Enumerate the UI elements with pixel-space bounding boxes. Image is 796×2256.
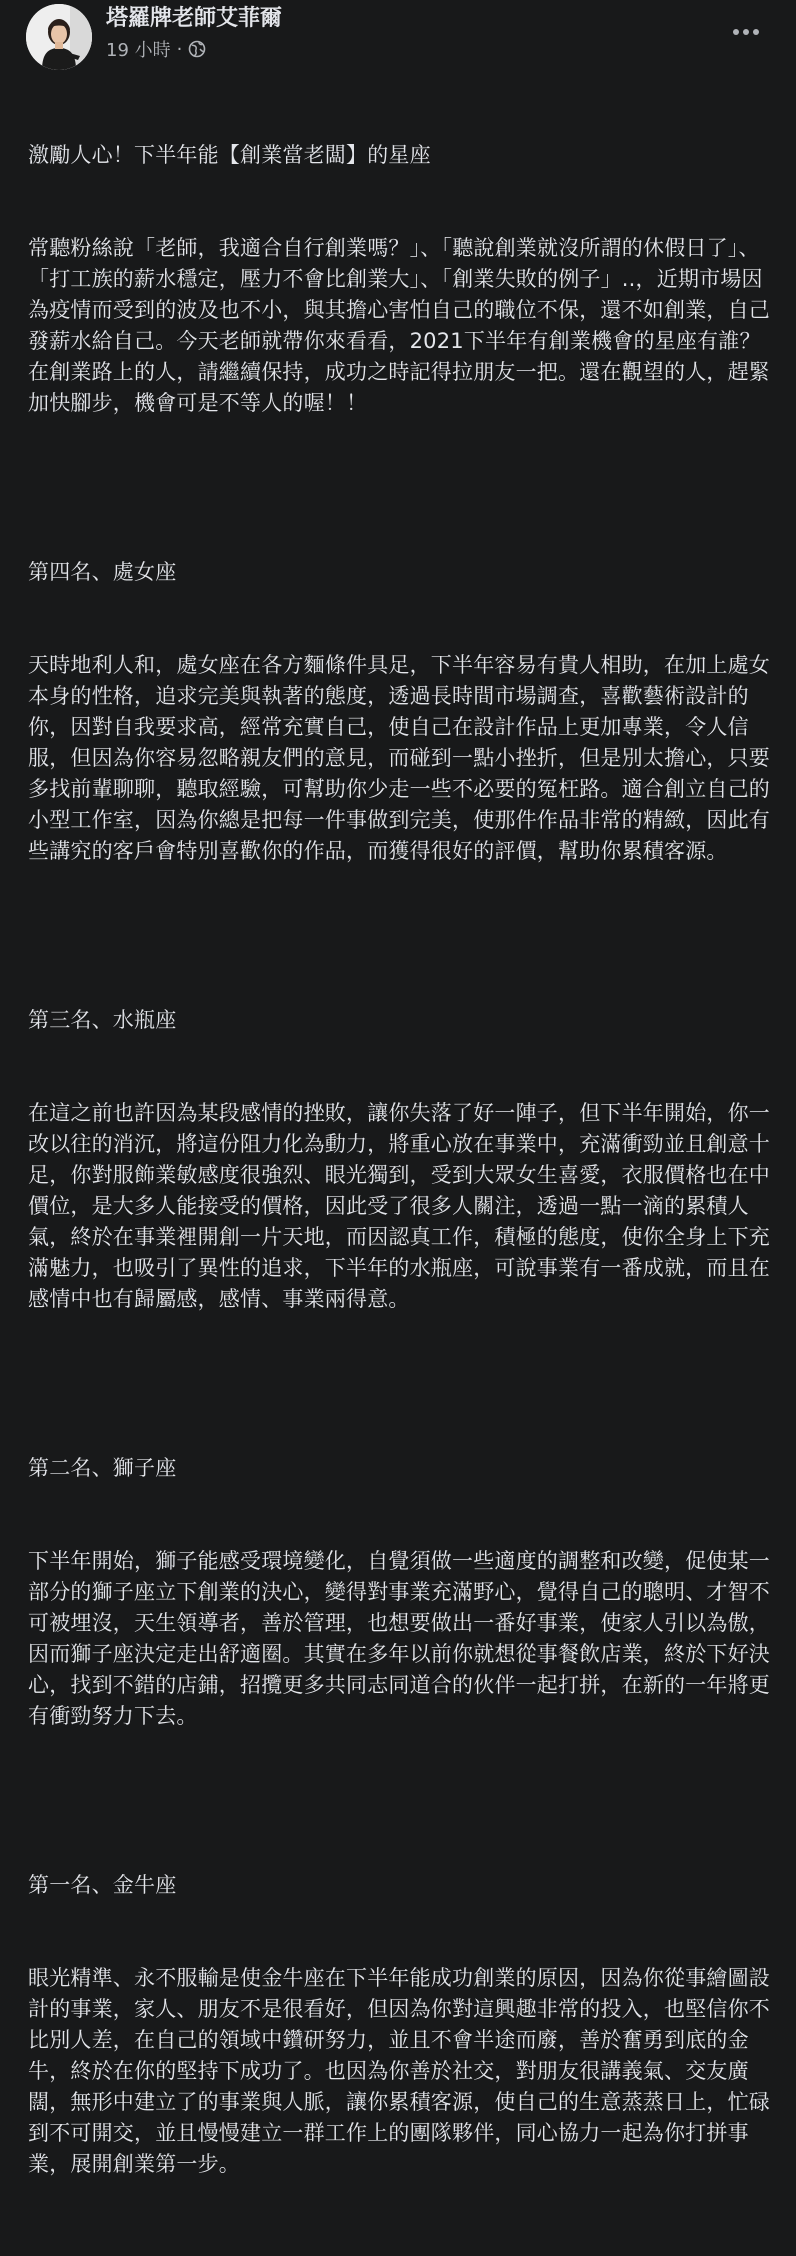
paragraph-heading: 激勵人心！下半年能【創業當老闆】的星座 [28,143,431,167]
paragraph-rank-4 [28,495,778,929]
paragraph-heading: 第四名、處女座 [28,560,177,584]
paragraph-body: 常聽粉絲說「老師，我適合自行創業嗎？」、「聽說創業就沒所謂的休假日了」、「打工族的薪水穩定，壓力不會比創業大」、「創業失敗的例子」..，近期市場因為疫情而受到的波及也不小，與其擔心害怕自己的職位不保，還不如創業，自己發薪水給自己。今天老師就帶你來看看，2021下半年有創業機會的星座有誰？在創業路上的人，請繼續保持，成功之時記得拉朋友一把。還在觀望的人，趕緊加快腳步，機會可是不等人的喔！！ [28,236,770,415]
author-name[interactable]: 塔羅牌老師艾菲爾 [106,6,283,31]
paragraph-body: 在這之前也許因為某段感情的挫敗，讓你失落了好一陣子，但下半年開始，你一改以往的消沉，將這份阻力化為動力，將重心放在事業中，充滿衝勁並且創意十足，你對服飾業敏感度很強烈、眼光獨到，受到大眾女生喜愛，衣服價格也在中價位，是大多人能接受的價格，因此受了很多人關注，透過一點一滴的累積人氣，終於在事業裡開創一片天地，而因認真工作，積極的態度，使你全身上下充滿魅力，也吸引了異性的追求，下半年的水瓶座，可說事業有一番成就，而且在感情中也有歸屬感，感情、事業兩得意。 [28,1101,770,1311]
paragraph-heading: 第二名、獅子座 [28,1456,177,1480]
paragraph-intro [28,78,778,481]
paragraph-heading: 第一名、金牛座 [28,1873,177,1897]
post-content [28,78,778,2256]
meta-separator: · [176,38,183,60]
paragraph-rank-3 [28,943,778,1377]
post-timestamp[interactable]: 19 小時 [106,40,171,61]
post-meta [106,36,206,62]
paragraph-body: 眼光精準、永不服輸是使金牛座在下半年能成功創業的原因，因為你從事繪圖設計的事業，家人、朋友不是很看好，但因為你對這興趣非常的投入，也堅信你不比別人差，在自己的領域中鑽研努力，並且不會半途而廢，善於奮勇到底的金牛，終於在你的堅持下成功了。也因為你善於社交，對朋友很講義氣、交友廣闊，無形中建立了的事業與人脈，讓你累積客源，使自己的生意蒸蒸日上，忙碌到不可開交，並且慢慢建立一群工作上的團隊夥伴，同心協力一起為你打拼事業，展開創業第一步。 [28,1966,770,2176]
avatar[interactable] [26,4,92,70]
paragraph-body: 下半年開始，獅子能感受環境變化，自覺須做一些適度的調整和改變，促使某一部分的獅子座立下創業的決心，變得對事業充滿野心，覺得自己的聰明、才智不可被埋沒，天生領導者，善於管理，也想要做出一番好事業，使家人引以為傲，因而獅子座決定走出舒適圈。其實在多年以前你就想從事餐飲店業，終於下好決心，找到不錯的店鋪，招攬更多共同志同道合的伙伴一起打拼，在新的一年將更有衝勁努力下去。 [28,1549,770,1728]
paragraph-body: 天時地利人和，處女座在各方麵條件具足，下半年容易有貴人相助，在加上處女本身的性格，追求完美與執著的態度，透過長時間市場調查，喜歡藝術設計的你，因對自我要求高，經常充實自己，使自己在設計作品上更加專業，令人信服，但因為你容易忽略親友們的意見，而碰到一點小挫折，但是別太擔心，只要多找前輩聊聊，聽取經驗，可幫助你少走一些不必要的冤枉路。適合創立自己的小型工作室，因為你總是把每一件事做到完美，使那件作品非常的精緻，因此有些講究的客戶會特別喜歡你的作品，而獲得很好的評價，幫助你累積客源。 [28,653,770,863]
globe-icon [188,40,206,58]
post-header [0,0,796,76]
more-horizontal-icon[interactable] [726,14,766,50]
paragraph-heading: 第三名、水瓶座 [28,1008,177,1032]
paragraph-rank-2 [28,1391,778,1794]
paragraph-rank-1 [28,1808,778,2242]
profile-photo-icon [26,4,92,70]
